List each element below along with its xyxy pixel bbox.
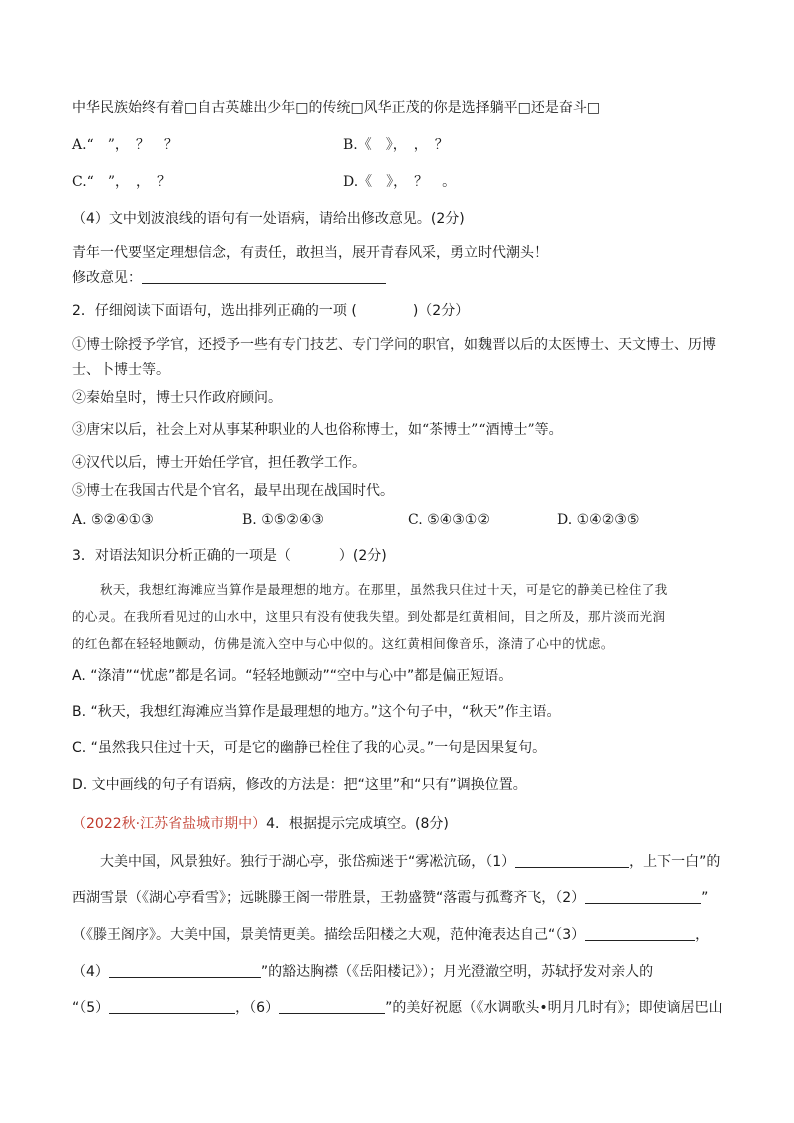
q2-stem (72, 301, 469, 321)
q1-sub4-label: （4）文中划波浪线的语句有一处语病，请给出修改意见。(2分) (72, 211, 465, 227)
q3-passage-line-2: 的心灵。在我所看见过的山水中，这里只有没有使我失望。到处都是红黄相间，目之所及，那片淡而光润 (72, 609, 666, 624)
q4-line-5-tail: ”的美好祝愿（《水调歌头•明月几时有》；即使谪居巴山 (385, 1000, 723, 1016)
q3-stem (72, 546, 387, 566)
q4-line-4-tail: ”的豁达胸襟（《岳阳楼记》）；月光澄澈空明，苏轼抒发对亲人的 (260, 964, 654, 980)
q2-statement-3: ③唐宋以后，社会上对从事某种职业的人也俗称博士，如“茶博士”“酒博士”等。 (72, 422, 563, 438)
q3-stem-score: ）(2分) (338, 548, 387, 564)
q3-option-c: C. “虽然我只住过十天，可是它的幽静已栓住了我的心灵。”一句是因果复句。 (72, 740, 547, 756)
q3-option-a: A. “涤清”“忧虑”都是名词。“轻轻地颤动”“空中与心中”都是偏正短语。 (72, 668, 513, 684)
fix-label: 修改意见： (72, 270, 142, 286)
blank-6[interactable] (279, 999, 385, 1014)
blank-4[interactable] (109, 963, 261, 978)
q4-line-1 (100, 852, 720, 872)
q2-option-c: C. ⑤④③①② (408, 512, 490, 528)
q3-passage-line-1: 秋天，我想红海滩应当算作是最理想的地方。在那里，虽然我只住过十天，可是它的静美已栓住了我 (100, 582, 668, 597)
q2-statement-1-line1: ①博士除授予学官，还授予一些有专门技艺、专门学问的职官，如魏晋以后的太医博士、天文博士、历博 (72, 337, 716, 353)
q4-line-5-text: “（5） (72, 1000, 110, 1016)
q4-line-5-mid: ，（6） (235, 1000, 280, 1016)
q3-stem-text: 3．对语法知识分析正确的一项是（ (72, 548, 291, 564)
blank-3[interactable] (585, 926, 695, 941)
q2-stem-score: )（2分） (412, 303, 470, 319)
q4-stem-text: 4．根据提示完成填空。(8分) (266, 816, 449, 832)
q2-statement-1-line2: 士、卜博士等。 (72, 362, 170, 378)
q2-option-b: B. ①⑤②④③ (242, 512, 324, 528)
q3-option-b: B. “秋天，我想红海滩应当算作是最理想的地方。”这个句子中，“秋天”作主语。 (72, 704, 561, 720)
q1-option-d: D.《 》， ？ 。 (343, 174, 457, 190)
q4-stem (72, 814, 449, 834)
blank-1[interactable] (515, 853, 629, 868)
q2-statement-2: ②秦始皇时，博士只作政府顾问。 (72, 390, 282, 406)
q4-line-2 (72, 888, 708, 908)
q4-line-4 (72, 962, 653, 982)
q2-option-a: A. ⑤②④①③ (72, 512, 154, 528)
q1-fix-line (72, 268, 386, 288)
q4-source: （2022秋·江苏省盐城市期中） (72, 816, 267, 832)
q1-sub4-sentence: 青年一代要坚定理想信念，有责任，敢担当，展开青春风采，勇立时代潮头！ (72, 245, 548, 261)
q2-statement-5: ⑤博士在我国古代是个官名，最早出现在战国时代。 (72, 483, 394, 499)
q1-sentence: 中华民族始终有着□自古英雄出少年□的传统□风华正茂的你是选择躺平□还是奋斗□ (72, 100, 601, 116)
q4-line-3 (72, 925, 709, 945)
q2-stem-text: 2．仔细阅读下面语句，选出排列正确的一项 ( (72, 303, 357, 319)
q4-line-3-text: （《滕王阁序》。大美中国，景美情更美。描绘岳阳楼之大观，范仲淹表达自己“（3） (72, 927, 586, 943)
q2-statement-4: ④汉代以后，博士开始任学官，担任教学工作。 (72, 455, 366, 471)
q4-line-2-text: 西湖雪景（《湖心亭看雪》；远眺滕王阁一带胜景，王勃盛赞“落霞与孤鹜齐飞，（2） (72, 890, 586, 906)
q1-option-a: A.“ ”， ？ ？ (72, 137, 178, 153)
q4-line-1-tail: ，上下一白”的 (629, 854, 721, 870)
q3-passage-line-3: 的红色都在轻轻地颤动，仿佛是流入空中与心中似的。这红黄相间像音乐，涤清了心中的忧虑。 (72, 636, 614, 651)
q1-option-c: C.“ ”， ， ？ (72, 174, 171, 190)
q3-option-d: D. 文中画线的句子有语病，修改的方法是：把“这里”和“只有”调换位置。 (72, 777, 527, 793)
q4-line-4-text: （4） (72, 964, 109, 980)
blank-2[interactable] (585, 889, 701, 904)
q4-line-2-tail: ” (701, 890, 709, 906)
blank-5[interactable] (109, 999, 235, 1014)
q1-option-b: B.《 》， ， ？ (343, 137, 449, 153)
q4-line-5 (72, 998, 723, 1018)
fix-answer-blank[interactable] (142, 269, 386, 284)
q4-line-1-text: 大美中国，风景独好。独行于湖心亭，张岱痴迷于“雾凇沆砀，（1） (100, 854, 516, 870)
q2-option-d: D. ①④②③⑤ (557, 512, 640, 528)
q4-line-3-tail: ， (695, 927, 710, 943)
